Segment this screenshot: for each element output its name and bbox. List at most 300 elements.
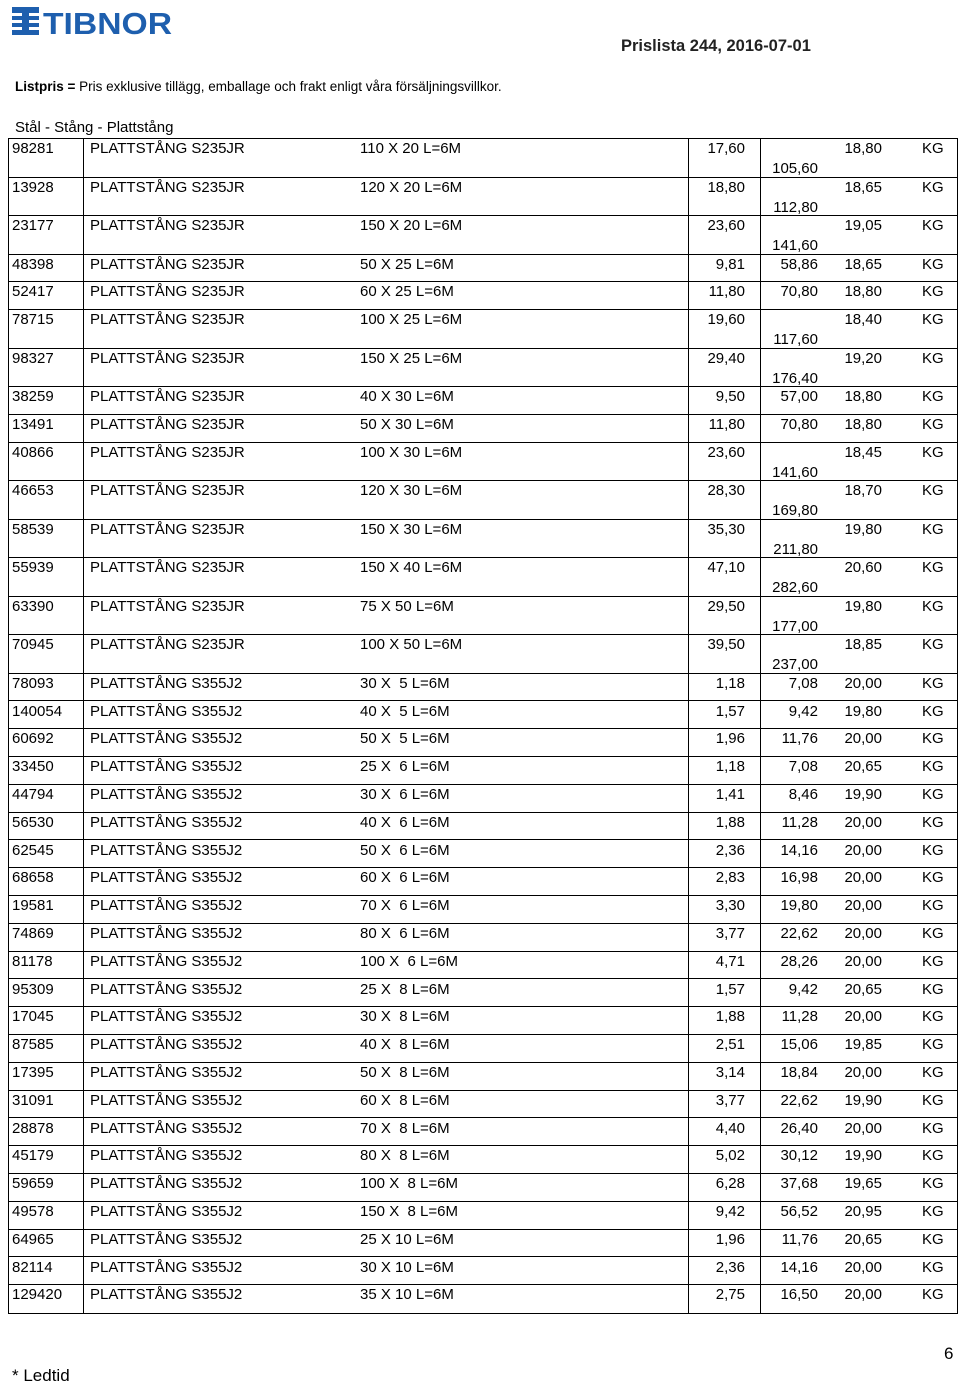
- price-per-kg: 20,00: [844, 674, 882, 692]
- product-description: PLATTSTÅNG S235JR: [90, 255, 245, 273]
- product-description: PLATTSTÅNG S235JR: [90, 597, 245, 615]
- length-price: 11,76: [781, 730, 818, 748]
- length-price: 30,12: [780, 1147, 818, 1165]
- product-description: PLATTSTÅNG S355J2: [90, 841, 243, 859]
- product-description: PLATTSTÅNG S235JR: [90, 283, 245, 301]
- notice-label: Listpris =: [15, 79, 76, 94]
- article-number: 64965: [12, 1230, 54, 1248]
- dimension: 150 X 25 L=6M: [360, 349, 463, 367]
- weight-per-length: 23,60: [707, 443, 745, 461]
- article-number: 49578: [12, 1202, 54, 1220]
- price-per-kg: 19,80: [844, 597, 882, 615]
- unit: KG: [922, 1230, 944, 1248]
- dimension: 120 X 20 L=6M: [360, 178, 463, 196]
- price-per-kg: 20,60: [844, 559, 882, 577]
- article-number: 68658: [12, 869, 54, 887]
- page-number: 6: [944, 1344, 954, 1363]
- weight-per-length: 3,30: [715, 897, 745, 915]
- dimension: 100 X 50 L=6M: [360, 636, 463, 654]
- length-price: 56,52: [780, 1202, 818, 1220]
- table-row: [9, 635, 957, 674]
- product-description: PLATTSTÅNG S355J2: [90, 869, 243, 887]
- unit: KG: [922, 1091, 944, 1109]
- length-price: 282,60: [772, 579, 818, 597]
- price-notice: [15, 79, 502, 94]
- length-price: 7,08: [788, 758, 818, 776]
- price-per-kg: 19,90: [844, 1147, 882, 1165]
- article-number: 55939: [12, 559, 54, 577]
- price-per-kg: 18,65: [844, 178, 882, 196]
- dimension: 100 X 6 L=6M: [360, 952, 458, 970]
- table-row: [9, 952, 957, 980]
- tibnor-logo: [10, 4, 175, 38]
- dimension: 40 X 8 L=6M: [360, 1036, 450, 1054]
- price-per-kg: 18,80: [844, 388, 882, 406]
- article-number: 48398: [12, 255, 54, 273]
- unit: KG: [922, 1286, 944, 1304]
- product-description: PLATTSTÅNG S235JR: [90, 520, 245, 538]
- dimension: 25 X 6 L=6M: [360, 758, 450, 776]
- dimension: 150 X 30 L=6M: [360, 520, 463, 538]
- product-description: PLATTSTÅNG S235JR: [90, 636, 245, 654]
- product-description: PLATTSTÅNG S355J2: [90, 1258, 243, 1276]
- product-description: PLATTSTÅNG S235JR: [90, 311, 245, 329]
- length-price: 58,86: [780, 255, 818, 273]
- unit: KG: [922, 283, 944, 301]
- length-price: 14,16: [780, 1258, 818, 1276]
- price-per-kg: 20,65: [844, 758, 882, 776]
- article-number: 28878: [12, 1119, 54, 1137]
- unit: KG: [922, 1258, 944, 1276]
- dimension: 50 X 30 L=6M: [360, 415, 454, 433]
- article-number: 40866: [12, 443, 54, 461]
- table-row: [9, 415, 957, 443]
- section-title: Stål - Stång - Plattstång: [15, 119, 174, 136]
- weight-per-length: 28,30: [707, 482, 745, 500]
- table-row: [9, 868, 957, 896]
- length-price: 105,60: [772, 160, 818, 177]
- dimension: 30 X 8 L=6M: [360, 1008, 450, 1026]
- weight-per-length: 3,77: [715, 924, 745, 942]
- table-row: [9, 255, 957, 283]
- table-row: [9, 443, 957, 482]
- article-number: 58539: [12, 520, 54, 538]
- price-per-kg: 20,00: [844, 1258, 882, 1276]
- article-number: 59659: [12, 1175, 54, 1193]
- weight-per-length: 1,57: [715, 702, 745, 720]
- table-row: [9, 216, 957, 255]
- length-price: 16,98: [780, 869, 818, 887]
- product-description: PLATTSTÅNG S235JR: [90, 559, 245, 577]
- dimension: 50 X 5 L=6M: [360, 730, 450, 748]
- dimension: 25 X 8 L=6M: [360, 980, 450, 998]
- dimension: 75 X 50 L=6M: [360, 597, 454, 615]
- price-per-kg: 19,90: [844, 1091, 882, 1109]
- article-number: 44794: [12, 785, 54, 803]
- length-price: 112,80: [773, 198, 818, 216]
- weight-per-length: 29,40: [707, 349, 745, 367]
- article-number: 70945: [12, 636, 54, 654]
- price-per-kg: 20,00: [844, 1008, 882, 1026]
- unit: KG: [922, 924, 944, 942]
- weight-per-length: 3,14: [715, 1063, 745, 1081]
- dimension: 150 X 40 L=6M: [360, 559, 463, 577]
- article-number: 19581: [12, 897, 54, 915]
- article-number: 56530: [12, 813, 54, 831]
- table-row: [9, 1146, 957, 1174]
- unit: KG: [922, 897, 944, 915]
- unit: KG: [922, 758, 944, 776]
- dimension: 150 X 20 L=6M: [360, 217, 463, 234]
- weight-per-length: 39,50: [707, 636, 745, 654]
- table-row: [9, 1230, 957, 1258]
- table-row: [9, 349, 957, 388]
- unit: KG: [922, 785, 944, 803]
- dimension: 60 X 8 L=6M: [360, 1091, 450, 1109]
- product-description: PLATTSTÅNG S355J2: [90, 1119, 243, 1137]
- length-price: 11,28: [781, 813, 818, 831]
- weight-per-length: 1,88: [715, 813, 745, 831]
- article-number: 78093: [12, 674, 54, 692]
- weight-per-length: 19,60: [707, 311, 745, 329]
- unit: KG: [922, 952, 944, 970]
- article-number: 33450: [12, 758, 54, 776]
- dimension: 50 X 25 L=6M: [360, 255, 454, 273]
- article-number: 13491: [12, 415, 54, 433]
- dimension: 40 X 6 L=6M: [360, 813, 450, 831]
- unit: KG: [922, 311, 944, 329]
- unit: KG: [922, 674, 944, 692]
- dimension: 35 X 10 L=6M: [360, 1286, 454, 1304]
- article-number: 81178: [12, 952, 53, 970]
- product-description: PLATTSTÅNG S355J2: [90, 1036, 243, 1054]
- weight-per-length: 11,80: [708, 415, 745, 433]
- length-price: 8,46: [788, 785, 818, 803]
- dimension: 50 X 6 L=6M: [360, 841, 450, 859]
- weight-per-length: 4,40: [715, 1119, 745, 1137]
- unit: KG: [922, 980, 944, 998]
- table-row: [9, 1007, 957, 1035]
- price-per-kg: 18,80: [844, 283, 882, 301]
- price-per-kg: 20,00: [844, 841, 882, 859]
- length-price: 57,00: [780, 388, 818, 406]
- weight-per-length: 23,60: [707, 217, 745, 234]
- table-row: [9, 924, 957, 952]
- weight-per-length: 9,81: [715, 255, 745, 273]
- weight-per-length: 1,88: [715, 1008, 745, 1026]
- length-price: 70,80: [780, 283, 818, 301]
- weight-per-length: 2,36: [715, 841, 745, 859]
- dimension: 30 X 6 L=6M: [360, 785, 450, 803]
- unit: KG: [922, 597, 944, 615]
- table-row: [9, 1285, 957, 1313]
- price-per-kg: 18,65: [844, 255, 882, 273]
- weight-per-length: 2,75: [715, 1286, 745, 1304]
- price-per-kg: 18,40: [844, 311, 882, 329]
- price-per-kg: 19,85: [844, 1036, 882, 1054]
- length-price: 177,00: [772, 617, 818, 635]
- article-number: 129420: [12, 1286, 63, 1304]
- product-description: PLATTSTÅNG S355J2: [90, 1286, 243, 1304]
- product-description: PLATTSTÅNG S355J2: [90, 924, 243, 942]
- table-row: [9, 310, 957, 349]
- length-price: 7,08: [788, 674, 818, 692]
- weight-per-length: 2,36: [715, 1258, 745, 1276]
- table-row: [9, 813, 957, 841]
- article-number: 95309: [12, 980, 54, 998]
- product-description: PLATTSTÅNG S355J2: [90, 1147, 243, 1165]
- product-description: PLATTSTÅNG S235JR: [90, 349, 245, 367]
- price-per-kg: 18,70: [844, 482, 882, 500]
- article-number: 60692: [12, 730, 54, 748]
- table-row: [9, 139, 957, 178]
- price-per-kg: 20,00: [844, 1286, 882, 1304]
- length-price: 14,16: [780, 841, 818, 859]
- article-number: 87585: [12, 1036, 54, 1054]
- length-price: 26,40: [780, 1119, 818, 1137]
- dimension: 60 X 25 L=6M: [360, 283, 454, 301]
- dimension: 40 X 5 L=6M: [360, 702, 450, 720]
- weight-per-length: 9,42: [715, 1202, 745, 1220]
- dimension: 100 X 25 L=6M: [360, 311, 463, 329]
- article-number: 63390: [12, 597, 54, 615]
- product-description: PLATTSTÅNG S355J2: [90, 1008, 243, 1026]
- dimension: 30 X 5 L=6M: [360, 674, 450, 692]
- length-price: 176,40: [772, 369, 818, 387]
- table-row: [9, 980, 957, 1008]
- unit: KG: [922, 730, 944, 748]
- price-per-kg: 20,00: [844, 813, 882, 831]
- table-row: [9, 1091, 957, 1119]
- article-number: 17395: [12, 1063, 54, 1081]
- weight-per-length: 11,80: [708, 283, 745, 301]
- length-price: 22,62: [780, 1091, 818, 1109]
- product-description: PLATTSTÅNG S355J2: [90, 980, 243, 998]
- dimension: 30 X 10 L=6M: [360, 1258, 454, 1276]
- price-per-kg: 20,00: [844, 1119, 882, 1137]
- length-price: 169,80: [772, 502, 818, 520]
- article-number: 140054: [12, 702, 63, 720]
- table-row: [9, 785, 957, 813]
- footer-note: * Ledtid: [12, 1366, 70, 1385]
- unit: KG: [922, 1008, 944, 1026]
- article-number: 17045: [12, 1008, 54, 1026]
- table-row: [9, 282, 957, 310]
- price-per-kg: 19,80: [844, 520, 882, 538]
- dimension: 100 X 30 L=6M: [360, 443, 463, 461]
- length-price: 16,50: [780, 1286, 818, 1304]
- product-description: PLATTSTÅNG S355J2: [90, 1230, 243, 1248]
- length-price: 237,00: [772, 656, 818, 674]
- unit: KG: [922, 217, 944, 234]
- length-price: 37,68: [780, 1175, 818, 1193]
- weight-per-length: 17,60: [707, 140, 745, 157]
- weight-per-length: 1,41: [715, 785, 745, 803]
- price-per-kg: 19,05: [844, 217, 882, 234]
- unit: KG: [922, 255, 944, 273]
- table-row: [9, 1035, 957, 1063]
- length-price: 117,60: [773, 331, 818, 349]
- product-description: PLATTSTÅNG S235JR: [90, 140, 245, 157]
- table-row: [9, 1119, 957, 1147]
- price-per-kg: 20,00: [844, 730, 882, 748]
- table-row: [9, 674, 957, 702]
- price-per-kg: 18,45: [844, 443, 882, 461]
- weight-per-length: 47,10: [707, 559, 745, 577]
- unit: KG: [922, 140, 944, 157]
- length-price: 141,60: [772, 463, 818, 481]
- price-per-kg: 19,90: [844, 785, 882, 803]
- article-number: 46653: [12, 482, 54, 500]
- unit: KG: [922, 841, 944, 859]
- product-description: PLATTSTÅNG S355J2: [90, 1091, 243, 1109]
- product-description: PLATTSTÅNG S355J2: [90, 785, 243, 803]
- table-row: [9, 896, 957, 924]
- unit: KG: [922, 178, 944, 196]
- price-per-kg: 20,00: [844, 924, 882, 942]
- product-description: PLATTSTÅNG S235JR: [90, 388, 245, 406]
- weight-per-length: 2,51: [715, 1036, 745, 1054]
- product-description: PLATTSTÅNG S355J2: [90, 758, 243, 776]
- length-price: 9,42: [788, 702, 818, 720]
- product-description: PLATTSTÅNG S355J2: [90, 897, 243, 915]
- length-price: 70,80: [780, 415, 818, 433]
- unit: KG: [922, 1202, 944, 1220]
- price-per-kg: 18,85: [844, 636, 882, 654]
- unit: KG: [922, 443, 944, 461]
- product-description: PLATTSTÅNG S355J2: [90, 730, 243, 748]
- weight-per-length: 1,18: [715, 758, 745, 776]
- price-per-kg: 20,65: [844, 1230, 882, 1248]
- price-per-kg: 19,80: [844, 702, 882, 720]
- table-row: [9, 729, 957, 757]
- length-price: 22,62: [780, 924, 818, 942]
- weight-per-length: 3,77: [715, 1091, 745, 1109]
- unit: KG: [922, 1147, 944, 1165]
- dimension: 60 X 6 L=6M: [360, 869, 450, 887]
- article-number: 31091: [12, 1091, 54, 1109]
- table-row: [9, 1258, 957, 1286]
- table-row: [9, 1063, 957, 1091]
- dimension: 40 X 30 L=6M: [360, 388, 454, 406]
- product-description: PLATTSTÅNG S355J2: [90, 702, 243, 720]
- price-per-kg: 20,00: [844, 1063, 882, 1081]
- product-description: PLATTSTÅNG S355J2: [90, 674, 243, 692]
- table-row: [9, 558, 957, 597]
- article-number: 52417: [12, 283, 54, 301]
- unit: KG: [922, 349, 944, 367]
- table-row: [9, 1174, 957, 1202]
- table-row: [9, 481, 957, 520]
- logo-wordmark: TIBNOR: [43, 6, 172, 38]
- length-price: 28,26: [780, 952, 818, 970]
- price-per-kg: 19,20: [844, 349, 882, 367]
- article-number: 62545: [12, 841, 54, 859]
- dimension: 70 X 8 L=6M: [360, 1119, 450, 1137]
- product-description: PLATTSTÅNG S235JR: [90, 415, 245, 433]
- length-price: 11,76: [781, 1230, 818, 1248]
- article-number: 13928: [12, 178, 54, 196]
- table-row: [9, 597, 957, 636]
- weight-per-length: 6,28: [715, 1175, 745, 1193]
- weight-per-length: 1,18: [715, 674, 745, 692]
- weight-per-length: 2,83: [715, 869, 745, 887]
- length-price: 211,80: [773, 540, 818, 558]
- length-price: 11,28: [781, 1008, 818, 1026]
- price-per-kg: 20,00: [844, 869, 882, 887]
- table-row: [9, 841, 957, 869]
- article-number: 38259: [12, 388, 54, 406]
- unit: KG: [922, 1036, 944, 1054]
- table-row: [9, 1202, 957, 1230]
- weight-per-length: 9,50: [715, 388, 745, 406]
- product-description: PLATTSTÅNG S235JR: [90, 178, 245, 196]
- article-number: 98281: [12, 140, 54, 157]
- length-price: 19,80: [780, 897, 818, 915]
- product-description: PLATTSTÅNG S235JR: [90, 443, 245, 461]
- article-number: 78715: [12, 311, 54, 329]
- unit: KG: [922, 559, 944, 577]
- price-per-kg: 20,00: [844, 897, 882, 915]
- length-price: 141,60: [772, 237, 818, 254]
- price-per-kg: 19,65: [844, 1175, 882, 1193]
- weight-per-length: 29,50: [707, 597, 745, 615]
- unit: KG: [922, 415, 944, 433]
- table-row: [9, 757, 957, 785]
- unit: KG: [922, 1175, 944, 1193]
- unit: KG: [922, 813, 944, 831]
- dimension: 50 X 8 L=6M: [360, 1063, 450, 1081]
- price-list-title: Prislista 244, 2016-07-01: [621, 37, 811, 55]
- unit: KG: [922, 636, 944, 654]
- product-description: PLATTSTÅNG S235JR: [90, 482, 245, 500]
- unit: KG: [922, 1119, 944, 1137]
- dimension: 110 X 20 L=6M: [360, 140, 462, 157]
- weight-per-length: 4,71: [715, 952, 745, 970]
- weight-per-length: 5,02: [715, 1147, 745, 1165]
- article-number: 98327: [12, 349, 54, 367]
- length-price: 18,84: [780, 1063, 818, 1081]
- weight-per-length: 1,96: [715, 730, 745, 748]
- weight-per-length: 1,57: [715, 980, 745, 998]
- product-description: PLATTSTÅNG S355J2: [90, 813, 243, 831]
- unit: KG: [922, 482, 944, 500]
- dimension: 150 X 8 L=6M: [360, 1202, 458, 1220]
- weight-per-length: 18,80: [707, 178, 745, 196]
- price-table: [8, 138, 958, 1314]
- unit: KG: [922, 388, 944, 406]
- length-price: 9,42: [788, 980, 818, 998]
- product-description: PLATTSTÅNG S355J2: [90, 1175, 243, 1193]
- product-description: PLATTSTÅNG S235JR: [90, 217, 245, 234]
- unit: KG: [922, 1063, 944, 1081]
- price-per-kg: 20,95: [844, 1202, 882, 1220]
- price-per-kg: 20,00: [844, 952, 882, 970]
- table-row: [9, 387, 957, 415]
- dimension: 120 X 30 L=6M: [360, 482, 463, 500]
- table-row: [9, 178, 957, 217]
- product-description: PLATTSTÅNG S355J2: [90, 1063, 243, 1081]
- product-description: PLATTSTÅNG S355J2: [90, 952, 243, 970]
- weight-per-length: 1,96: [715, 1230, 745, 1248]
- weight-per-length: 35,30: [707, 520, 745, 538]
- price-per-kg: 20,65: [844, 980, 882, 998]
- unit: KG: [922, 869, 944, 887]
- tibnor-emblem-icon: [12, 7, 39, 35]
- table-row: [9, 520, 957, 559]
- article-number: 74869: [12, 924, 54, 942]
- article-number: 23177: [12, 217, 54, 234]
